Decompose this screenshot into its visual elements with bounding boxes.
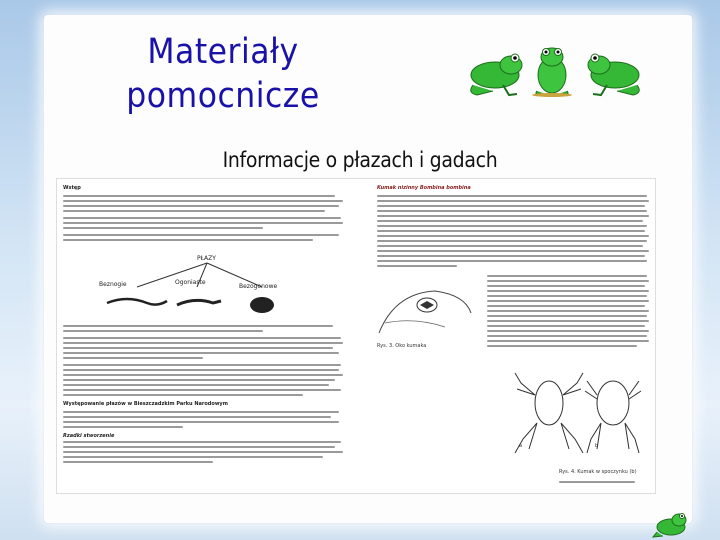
caecilian-icon xyxy=(107,299,167,305)
text-line xyxy=(377,260,647,262)
text-line xyxy=(63,195,335,197)
text-line xyxy=(559,481,635,483)
text-line xyxy=(377,255,645,257)
frog-icon xyxy=(588,54,639,95)
frog-eye-illustration xyxy=(375,273,475,339)
text-line xyxy=(63,337,341,339)
text-line xyxy=(487,325,645,327)
text-line xyxy=(377,205,645,207)
document-right-page xyxy=(369,179,655,493)
text-line xyxy=(487,295,647,297)
text-line xyxy=(377,250,649,252)
text-line xyxy=(487,330,649,332)
text-line xyxy=(63,330,263,332)
frog-resting-illustration xyxy=(509,369,649,459)
text-line xyxy=(487,305,645,307)
text-line xyxy=(63,394,303,396)
diagram-branch-middle: Ogoniaste xyxy=(175,279,206,286)
intro-heading: Wstęp xyxy=(63,185,81,191)
text-line xyxy=(377,235,649,237)
kumak-heading: Kumak nizinny Bombina bombina xyxy=(377,185,471,191)
slide-title xyxy=(108,30,338,118)
text-line xyxy=(63,234,339,236)
slide-subtitle: Informacje o płazach i gadach xyxy=(222,148,498,172)
text-line xyxy=(63,205,339,207)
text-line xyxy=(63,416,331,418)
title-line-1: Materiały xyxy=(147,32,299,72)
diagram-root: PŁAZY xyxy=(197,255,216,262)
text-line xyxy=(63,451,343,453)
text-line xyxy=(487,320,649,322)
text-line xyxy=(377,265,457,267)
text-line xyxy=(377,195,647,197)
text-line xyxy=(63,379,335,381)
text-line xyxy=(63,200,343,202)
text-line xyxy=(63,369,339,371)
diagram-branch-right: Bezogonowe xyxy=(239,283,278,290)
text-line xyxy=(487,280,649,282)
text-line xyxy=(63,210,325,212)
text-line xyxy=(63,421,339,423)
frog-icon xyxy=(532,48,572,97)
text-line xyxy=(377,215,649,217)
text-line xyxy=(487,275,647,277)
text-line xyxy=(63,222,343,224)
text-line xyxy=(377,240,647,242)
text-line xyxy=(63,357,203,359)
fig-label-a: a xyxy=(519,443,523,449)
text-line xyxy=(377,200,649,202)
frogs-illustration xyxy=(455,43,650,98)
text-line xyxy=(487,300,649,302)
text-line xyxy=(63,217,341,219)
text-line xyxy=(487,335,647,337)
text-line xyxy=(63,325,333,327)
text-line xyxy=(63,384,329,386)
text-line xyxy=(63,364,341,366)
text-line xyxy=(63,374,343,376)
text-line xyxy=(63,389,341,391)
document-scan xyxy=(56,178,656,494)
frog-icon xyxy=(651,510,691,538)
text-line xyxy=(63,352,339,354)
text-line xyxy=(63,441,341,443)
text-line xyxy=(63,446,335,448)
fig3-caption: Rys. 3. Oko kumaka xyxy=(377,343,427,349)
text-line xyxy=(63,411,339,413)
text-line xyxy=(487,285,645,287)
text-line xyxy=(487,345,637,347)
text-line xyxy=(63,342,343,344)
text-line xyxy=(63,347,333,349)
text-line xyxy=(63,426,183,428)
frog-icon xyxy=(471,54,522,95)
species-heading: Rzadki stworzenie xyxy=(63,433,115,439)
text-line xyxy=(63,461,213,463)
text-line xyxy=(487,340,649,342)
text-line xyxy=(377,245,643,247)
frog-silhouette-icon xyxy=(250,297,274,313)
text-line xyxy=(487,310,649,312)
salamander-icon xyxy=(177,300,221,305)
text-line xyxy=(487,290,649,292)
title-line-2: pomocnicze xyxy=(126,76,320,116)
fig-label-b: b xyxy=(595,443,599,449)
fig4-caption: Rys. 4. Kumak w spoczynku (b) xyxy=(559,469,637,475)
text-line xyxy=(377,230,645,232)
text-line xyxy=(63,227,263,229)
text-line xyxy=(63,456,323,458)
document-left-page xyxy=(57,179,353,493)
text-line xyxy=(63,239,313,241)
park-heading: Występowanie płazów w Bieszczadzkim Parku Narodowym xyxy=(63,401,228,407)
text-line xyxy=(377,210,647,212)
diagram-branch-left: Beznogie xyxy=(99,281,127,288)
text-line xyxy=(487,315,647,317)
text-line xyxy=(377,225,647,227)
text-line xyxy=(377,220,643,222)
